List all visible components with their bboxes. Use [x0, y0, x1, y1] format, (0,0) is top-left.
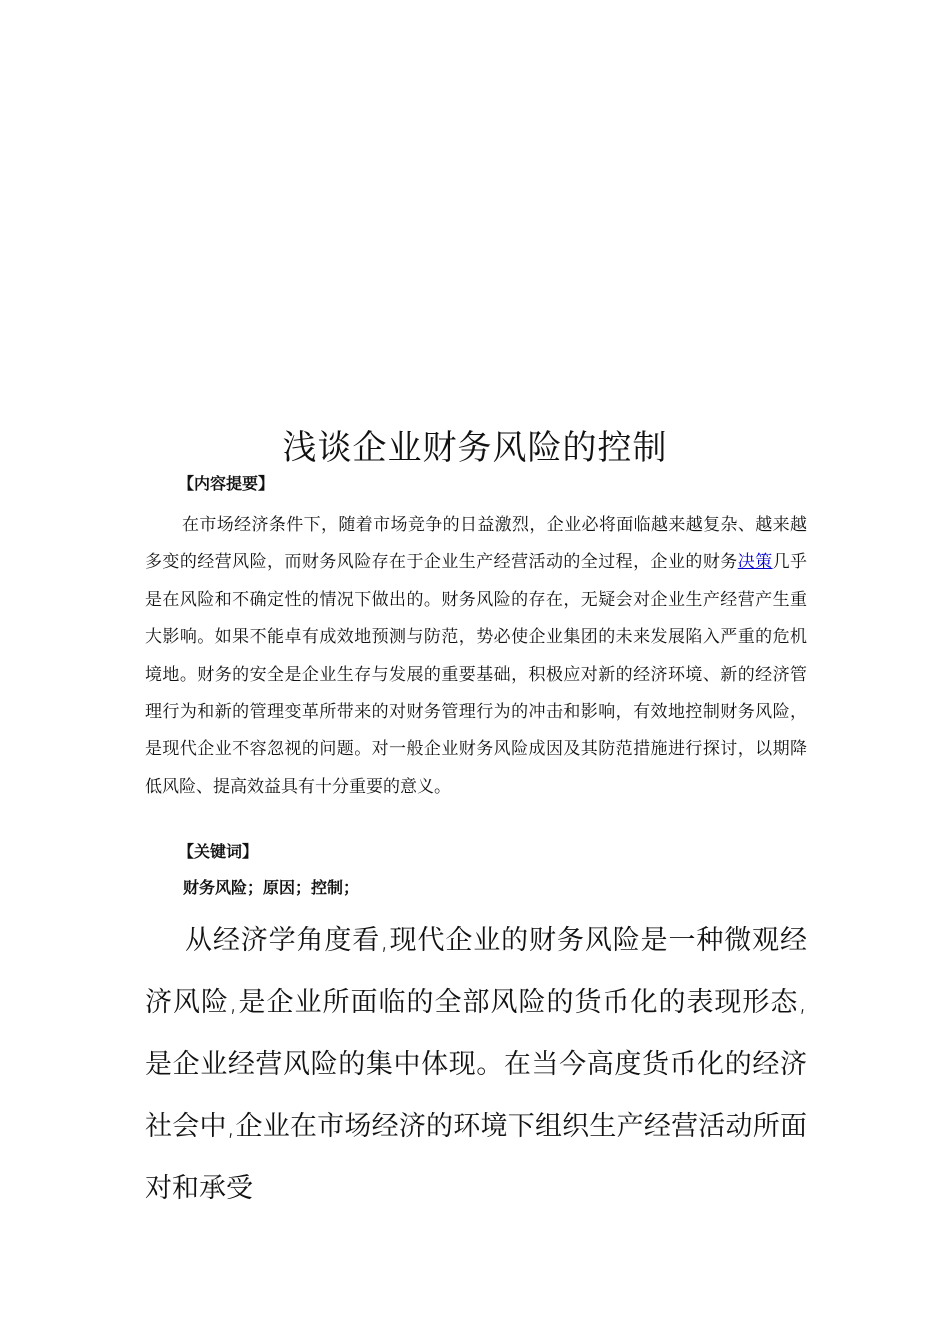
document-title: 浅谈企业财务风险的控制 [282, 428, 668, 468]
abstract-label: 【内容提要】 [178, 474, 275, 493]
keywords-text: 财务风险；原因；控制； [183, 878, 360, 897]
abstract-paragraph [145, 507, 807, 806]
body-paragraph: 从经济学角度看,现代企业的财务风险是一种微观经济风险,是企业所面临的全部风险的货币化的表现形态,是企业经营风险的集中体现。在当今高度货币化的经济社会中,企业在市场经济的环境下组织生产经营活动所面对和承受 [145, 925, 807, 1204]
abstract-text-before-link: 在市场经济条件下，随着市场竞争的日益激烈，企业必将面临越来越复杂、越来越多变的经营风险，而财务风险存在于企业生产经营活动的全过程，企业的财务 [145, 515, 807, 573]
abstract-text-after-link: 几乎是在风险和不确定性的情况下做出的。财务风险的存在，无疑会对企业生产经营产生重大影响。如果不能卓有成效地预测与防范，势必使企业集团的未来发展陷入严重的危机境地。财务的安全是企业生存与发展的重要基础，积极应对新的经济环境、新的经济管理行为和新的管理变革所带来的对财务管理行为的冲击和影响，有效地控制财务风险，是现代企业不容忽视的问题。对一般企业财务风险成因及其防范措施进行探讨，以期降低风险、提高效益具有十分重要的意义。 [145, 552, 808, 797]
decision-link[interactable]: 决策 [737, 552, 773, 573]
keywords-label: 【关键词】 [178, 842, 259, 861]
